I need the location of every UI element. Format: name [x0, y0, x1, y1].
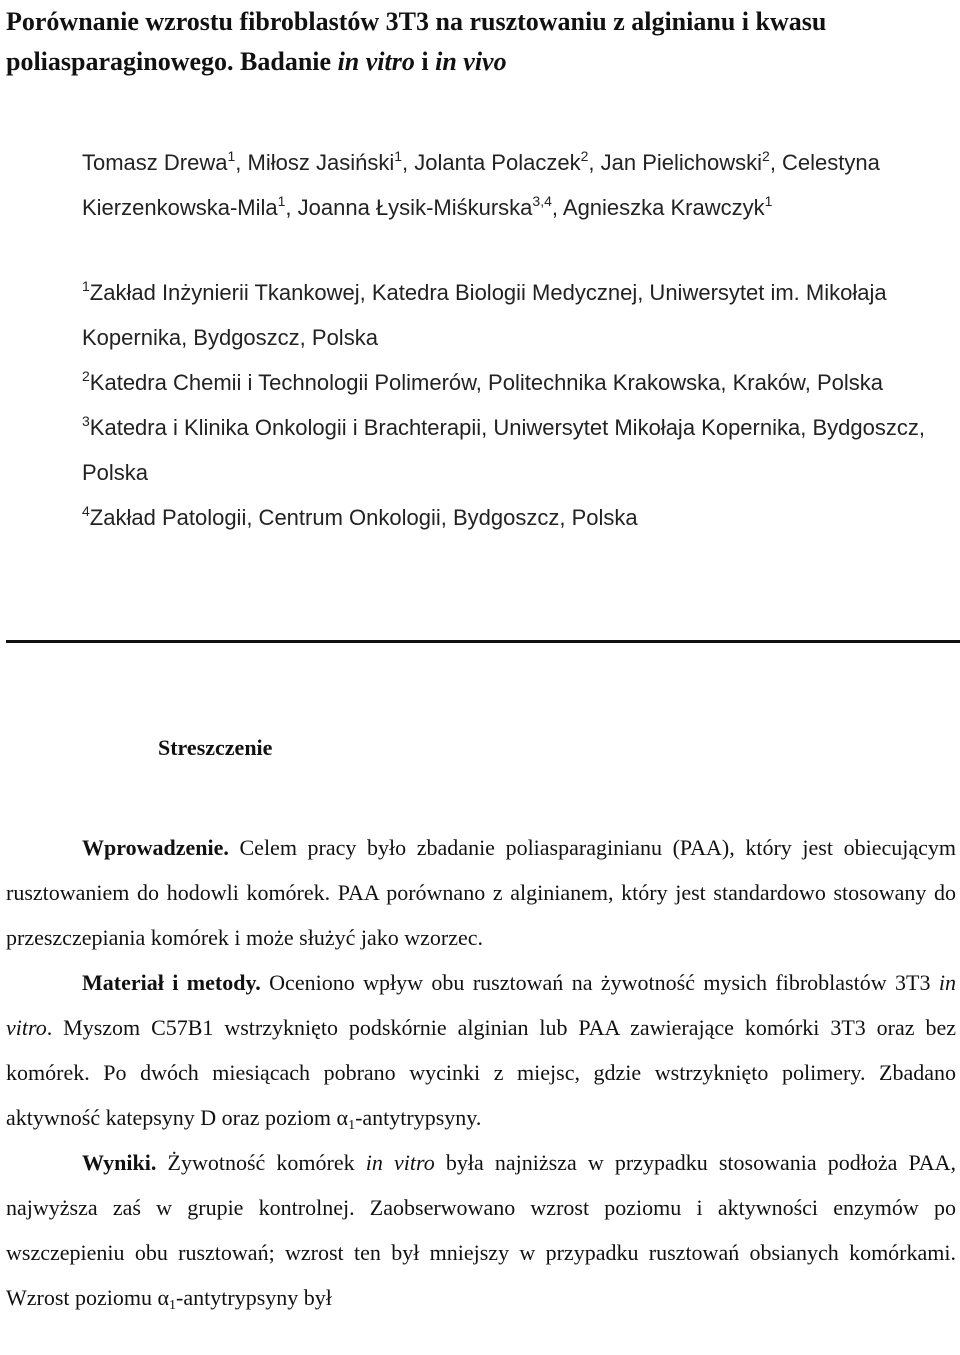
author: Jan Pielichowski$^2$,: [600, 148, 783, 175]
title-text-conjunction: i: [414, 47, 436, 76]
affiliation-text: Zakład Inżynierii Tkankowej, Katedra Biologii Medycznej, Uniwersytet im. Mikołaja Kopernika, Bydgoszcz, Polska: [82, 280, 887, 350]
affiliation-mark: 1: [82, 278, 90, 294]
author: Miłosz Jasiński$^1$,: [247, 148, 415, 175]
alpha-subscript: 1: [169, 1298, 177, 1313]
affiliation-mark: 2: [82, 368, 90, 384]
title-italic-in-vivo: in vivo: [435, 47, 507, 76]
author: Joanna Łysik-Miśkurska$^{3,4}$,: [297, 193, 563, 220]
affiliation-text: Zakład Patologii, Centrum Onkologii, Bydgoszcz, Polska: [89, 505, 638, 530]
affiliation-list: [82, 270, 952, 540]
alpha-subscript: 1: [348, 1118, 356, 1133]
abstract-body: [6, 825, 956, 1320]
results-italic-in-vitro: in vitro: [365, 1150, 435, 1175]
affiliation: [82, 360, 952, 405]
abstract-heading: Streszczenie: [158, 735, 273, 760]
author: Jolanta Polaczek$^2$,: [414, 148, 601, 175]
abstract-results: Wyniki. Żywotność komórek in vitro była najniższa w przypadku stosowania podłoża PAA, najwyższa zaś w grupie kontrolnej. Zaobserwowano wzrost poziomu i aktywności enzymów po wszczepieniu obu rusztowań; wzrost ten był mniejszy w przypadku rusztowań obsianych komórkami. Wzrost poziomu $\alpha_1$-antytrypsyny był: [6, 1150, 956, 1313]
paper-title: [6, 2, 946, 82]
author: Celestyna Kierzenkowska-Mila$^1$,: [82, 150, 880, 220]
methods-italic-in-vitro: in vitro: [6, 970, 956, 1040]
horizontal-divider: [6, 640, 960, 643]
author-affiliation-mark: 3,4: [532, 193, 552, 209]
abstract-introduction: [6, 825, 956, 960]
author-affiliation-mark: 2: [580, 148, 589, 164]
affiliation-text: Katedra Chemii i Technologii Polimerów, Politechnika Krakowska, Kraków, Polska: [89, 370, 883, 395]
affiliation: [82, 495, 952, 540]
introduction-text: Celem pracy było zbadanie poliasparaginianu (PAA), który jest obiecującym rusztowaniem do hodowli komórek. PAA porównano z alginianem, który jest standardowo stosowany do przeszczepiania komórek i może służyć jako wzorzec.: [6, 835, 956, 950]
author-list: [82, 140, 952, 230]
affiliation-mark: 4: [82, 503, 90, 519]
affiliation-text: Katedra i Klinika Onkologii i Brachterapii, Uniwersytet Mikołaja Kopernika, Bydgoszcz, Polska: [82, 415, 925, 485]
author-affiliation-mark: 2: [762, 148, 770, 164]
affiliation-mark: 3: [82, 413, 90, 429]
author-affiliation-mark: 1: [277, 193, 286, 209]
title-italic-in-vitro: in vitro: [337, 47, 415, 76]
author-affiliation-mark: 1: [394, 148, 403, 164]
author-affiliation-mark: 1: [227, 148, 236, 164]
author-affiliation-mark: 1: [764, 193, 773, 209]
author: Tomasz Drewa$^1$,: [82, 148, 248, 175]
abstract-methods: Materiał i metody. Oceniono wpływ obu rusztowań na żywotność mysich fibroblastów 3T3 in vitro. Myszom C57B1 wstrzyknięto podskórnie alginian lub PAA zawierające komórki 3T3 oraz bez komórek. Po dwóch miesiącach pobrano wycinki z miejsc, gdzie wstrzyknięto polimery. Zbadano aktywność katepsyny D oraz poziom $\alpha_1$-antytrypsyny.: [6, 970, 956, 1133]
title-text: Porównanie wzrostu fibroblastów 3T3 na rusztowaniu z alginianu i kwasu poliasparaginowego. Badanie: [6, 7, 827, 76]
introduction-label: Wprowadzenie.: [82, 835, 229, 860]
author: Agnieszka Krawczyk$^1$: [562, 193, 773, 220]
affiliation: [82, 405, 952, 495]
methods-label: Materiał i metody.: [82, 970, 261, 995]
affiliation: [82, 270, 952, 360]
results-label: Wyniki.: [82, 1150, 157, 1175]
